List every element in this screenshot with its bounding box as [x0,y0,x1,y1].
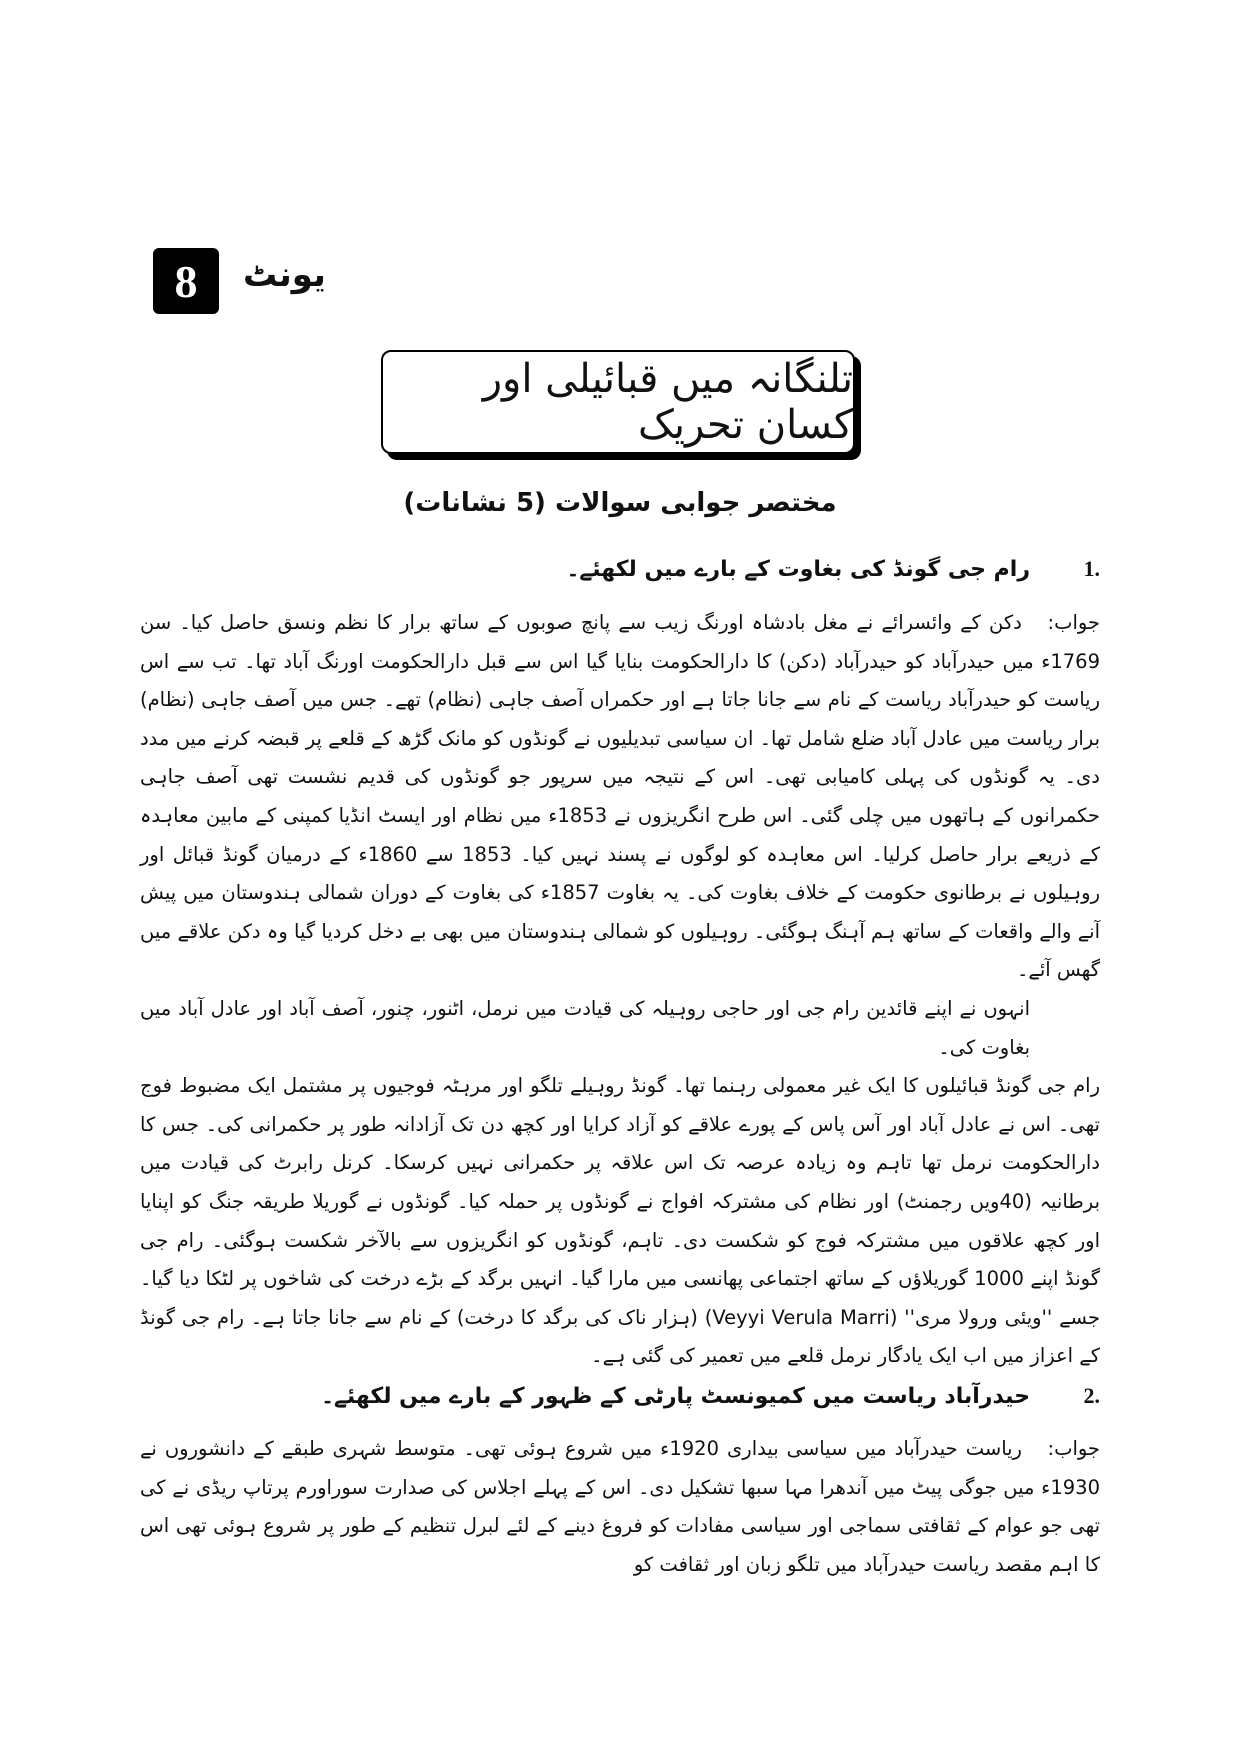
question-number: 1. [1083,556,1100,581]
answer-paragraph: انہوں نے اپنے قائدین رام جی اور حاجی روہیلہ کی قیادت میں نرمل، اٹنور، چنور، آصف آباد اور عادل آباد میں بغاوت کی۔ [140,996,1030,1059]
question-number: 2. [1083,1383,1100,1408]
chapter-title-box [381,350,855,454]
chapter-title: تلنگانہ میں قبائیلی اور کسان تحریک [482,356,853,448]
answer-label: جواب: [1047,611,1100,634]
answer-paragraph: رام جی گونڈ قبائیلوں کا ایک غیر معمولی رہنما تھا۔ گونڈ روہیلے تلگو اور مرہٹہ فوجیوں پر مشتمل ایک مضبوط فوج تھی۔ اس نے عادل آباد اور آس پاس کے پورے علاقے کو آزاد کرایا اور کچھ دن تک آزادانہ طور پر حکمرانی کی۔ جس کا دارالحکومت نرمل تھا تاہم وہ زیادہ عرصہ تک اس علاقہ پر حکمرانی نہیں کرسکا۔ کرنل رابرٹ کی قیادت میں برطانیہ (40ویں رجمنٹ) اور نظام کی مشترکہ افواج نے گونڈوں پر حملہ کیا۔ گونڈوں نے گوریلا طریقہ جنگ کو اپنایا اور کچھ علاقوں میں مشترکہ فوج کو شکست دی۔ تاہم، گونڈوں کو انگریزوں سے بالآخر شکست ہوگئی۔ رام جی گونڈ اپنے 1000 گوریلاؤں کے ساتھ اجتماعی پھانسی میں مارا گیا۔ انہیں برگد کے بڑے درخت کی شاخوں پر لٹکا دیا گیا۔ جسے ''ویئی ورولا مری'' (Veyyi Verula Marri) (ہزار ناک کی برگد کا درخت) کے نام سے جانا جاتا ہے۔ رام جی گونڈ کے اعزاز میں اب ایک یادگار نرمل قلعے میں تعمیر کی گئی ہے۔ [140,1074,1100,1368]
question-1 [566,556,1100,582]
question-text: حیدرآباد ریاست میں کمیونسٹ پارٹی کے ظہور کے بارے میں لکھئے۔ [321,1384,1030,1409]
section-title: مختصر جوابی سوالات (5 نشانات) [403,488,837,518]
answer-paragraph: دکن کے وائسرائے نے مغل بادشاہ اورنگ زیب سے پانچ صوبوں کے ساتھ برار کا نظم ونسق حاصل کیا۔ سن 1769ء میں حیدرآباد کو حیدرآباد (دکن) کا دارالحکومت بنایا گیا اس سے قبل دارالحکومت اورنگ آباد تھا۔ تب سے اس ریاست کو حیدرآباد ریاست کے نام سے جانا جاتا ہے اور حکمراں آصف جاہی (نظام) تھے۔ جس میں آصف جاہی (نظام) برار ریاست میں عادل آباد ضلع شامل تھا۔ ان سیاسی تبدیلیوں نے گونڈوں کو مانک گڑھ کے قلعے پر قبضہ کرنے میں مدد دی۔ یہ گونڈوں کی پہلی کامیابی تھی۔ اس کے نتیجہ میں سرپور جو گونڈوں کی قدیم نشست تھی آصف جاہی حکمرانوں کے ہاتھوں میں چلی گئی۔ اس طرح انگریزوں نے 1853ء میں نظام اور ایسٹ انڈیا کمپنی کے مابین معاہدہ کے ذریعے برار حاصل کرلیا۔ اس معاہدہ کو لوگوں نے پسند نہیں کیا۔ 1853 سے 1860ء کے درمیان گونڈ قبائل اور روہیلوں نے برطانوی حکومت کے خلاف بغاوت کی۔ یہ بغاوت 1857ء کی بغاوت کے دوران شمالی ہندوستان میں پیش آنے والے واقعات کے ساتھ ہم آہنگ ہوگئی۔ روہیلوں کو شمالی ہندوستان میں بھی بے دخل کردیا گیا وہ دکن علاقے میں گھس آئے۔ [140,611,1100,982]
answer-label: جواب: [1047,1437,1100,1460]
answer-2 [140,1430,1100,1584]
question-text: رام جی گونڈ کی بغاوت کے بارے میں لکھئے۔ [566,557,1030,582]
answer-paragraph: ریاست حیدرآباد میں سیاسی بیداری 1920ء میں شروع ہوئی تھی۔ متوسط شہری طبقے کے دانشوروں نے 1930ء میں جوگی پیٹ میں آندھرا مہا سبھا تشکیل دی۔ اس کے پہلے اجلاس کی صدارت سوراورم پرتاپ ریڈی نے کی تھی جو عوام کے ثقافتی سماجی اور سیاسی مفادات کو فروغ دینے کے لئے لبرل تنظیم کے طور پر شروع ہوئی تھی اس کا اہم مقصد ریاست حیدرآباد میں تلگو زبان اور ثقافت کو [140,1437,1100,1576]
unit-badge: 8 [153,248,219,314]
question-2 [321,1383,1100,1409]
unit-label: یونٹ [243,255,326,295]
answer-1 [140,604,1100,1376]
